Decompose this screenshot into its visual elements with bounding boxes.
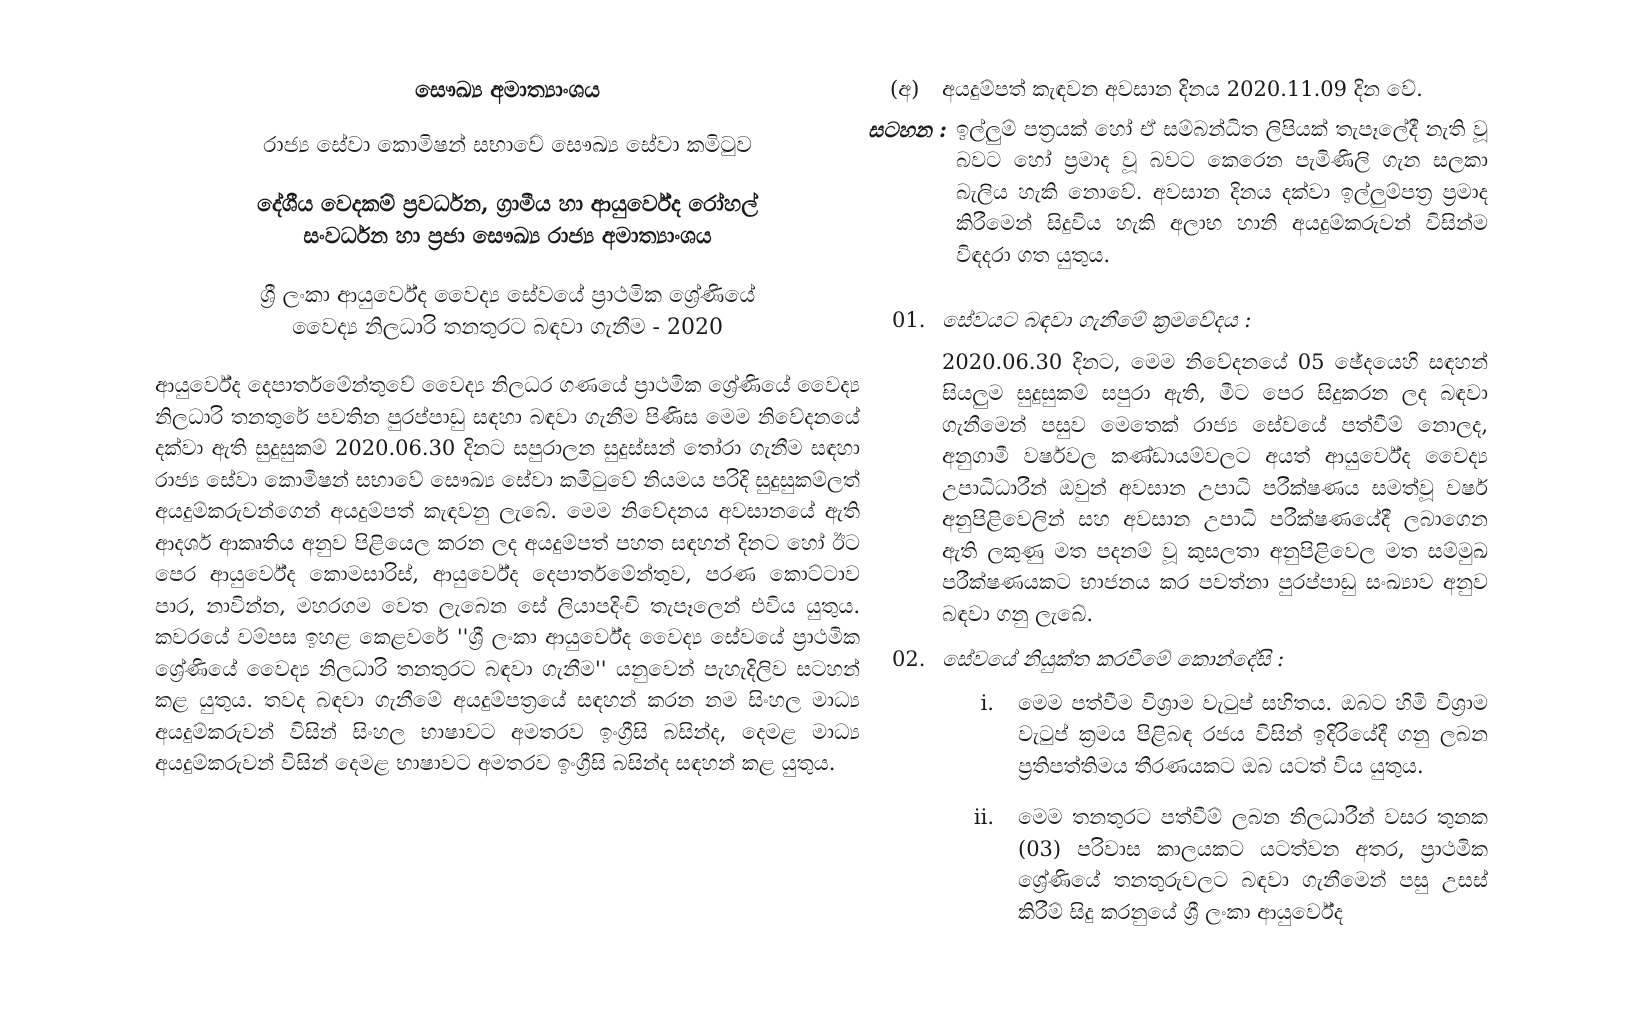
note-label: සටහන : [868,116,947,142]
section-01-heading [868,305,1528,337]
recruitment-title-line1: ශ්‍රී ලංකා ආයුර්වේද වෛද්‍ය සේවයේ ප්‍රාථමික ශ්‍රේණියේ [259,283,756,308]
section-02-heading [868,644,1528,676]
section-01-title: සේවයට බඳවා ගැනීමේ ක්‍රමවේදය : [942,308,1252,332]
note-block [868,114,1528,272]
item-i-text: මෙම පත්වීම විශ්‍රාම වැටුප් සහිතය. ඔබට හිමි විශ්‍රාම වැටුප් ක්‍රමය පිළිබඳ රජය විසින් ඉදිරියේදී ගනු ලබන ප්‍රතිපත්තිමය තීරණයකට ඔබ යටත් විය යුතුය. [1018,690,1488,778]
right-column [868,70,1528,928]
recruitment-title [155,280,860,344]
section-02-number: 02. [892,647,926,671]
item-ii-text: මෙම තනතුරට පත්වීම් ලබන නිලධාරීන් වසර තුනක (03) පරිවාස කාලයකට යටත්වන අතර, ප්‍රාථමික ශ්‍රේණියේ තනතුරුවලට බඳවා ගැනීමෙන් පසු උසස් කිරීම් සිදු කරනුයේ ශ්‍රී ලංකා ආයුර්වේද [1018,805,1488,924]
closing-date-item [868,74,1528,106]
intro-paragraph: ආයුර්වේද දෙපාර්තමේන්තුවේ වෛද්‍ය නිලධර ගණයේ ප්‍රාථමික ශ්‍රේණියේ වෛද්‍ය නිලධාරි තනතුරේ පවතින පුරප්පාඩු සඳහා බඳවා ගැනීම පිණිස මෙම නිවේදනයේ දක්වා ඇති සුදුසුකම් 2020.06.30 දිනට සපුරාලන සුදුස්සන් තෝරා ගැනීම සඳහා රාජ්‍ය සේවා කොමිෂන් සභාවේ සෞඛ්‍ය සේවා කමිටුවේ නියමය පරිදි සුදුසුකම්ලත් අයදුම්කරුවන්ගෙන් අයදුම්පත් කැඳවනු ලැබේ. මෙම නිවේදනය අවසානයේ ඇති ආදර්ශ ආකෘතිය අනුව පිළියෙල කරන ලද අයදුම්පත් පහත සඳහන් දිනට හෝ ඊට පෙර ආයුර්වේද කොමසාරිස්, ආයුර්වේද දෙපාර්තමේන්තුව, පරණ කොට්ටාව පාර, නාවින්න, මහරගම වෙත ලැබෙන සේ ලියාපදිංචි තැපෑලෙන් එවිය යුතුය. කවරයේ වම්පස ඉහළ කෙළවරේ ''ශ්‍රී ලංකා ආයුර්වේද වෛද්‍ය සේවයේ ප්‍රාථමික ශ්‍රේණියේ වෛද්‍ය නිලධාරි තනතුරට බඳවා ගැනීම'' යනුවෙන් පැහැදිලිව සටහන් කළ යුතුය. තවද බඳවා ගැනීමේ අයදුම්පත්‍රයේ සඳහන් කරන නම සිංහල මාධ්‍ය අයදුම්කරුවන් විසින් සිංහල භාෂාවට අමතරව ඉංග්‍රීසි බසින්ද, දෙමළ මාධ්‍ය අයදුම්කරුවන් විසින් දෙමළ භාෂාවට අමතරව ඉංග්‍රීසි බසින්ද සඳහන් කළ යුතුය. [155,373,860,775]
item-i-number: i. [980,690,994,715]
recruitment-title-line2: වෛද්‍ය නිලධාරි තනතුරට බඳවා ගැනීම - 2020 [292,315,723,340]
section-02-item-ii [954,802,1488,928]
item-ii-number: ii. [973,805,994,829]
department-title-line2: සංවර්ධන හා ප්‍රජා සෞඛ්‍ය රාජ්‍ය අමාත්‍යාංශය [303,223,712,249]
department-title [155,188,860,252]
commission-title: රාජ්‍ය සේවා කොමිෂන් සභාවේ සෞඛ්‍ය සේවා කමිටුව [263,133,752,158]
section-01-body: 2020.06.30 දිනට, මෙම නිවේදනයේ 05 ඡේදයෙහි සඳහන් සියලුම සුදුසුකම් සපුරා ඇති, මීට පෙර සිදුකරන ලද බඳවා ගැනීමෙන් පසුව මෙතෙක් රාජ්‍ය සේවයේ පත්වීම් නොලද, අනුගාමී වර්ෂවල කණ්ඩායම්වලට අයත් ආයුර්වේද වෛද්‍ය උපාධිධාරීන් ඔවුන් අවසාන උපාධි පරීක්ෂණය සමත්වූ වර්ෂ අනුපිළිවෙලින් සහ අවසාන උපාධි පරීක්ෂණයේදී ලබාගෙන ඇති ලකුණු මත පදනම් වූ කුසලතා අනුපිළිවෙල මත සම්මුඛ පරීක්ෂණයකට භාජනය කර පවත්නා පුරප්පාඩු සංඛ්‍යාව අනුව බඳවා ගනු ලැබේ. [942,349,1488,626]
department-title-line1: දේශීය වෙදකම් ප්‍රවර්ධන, ග්‍රාමීය හා ආයුර්වේද රෝහල් [256,191,759,217]
section-02-title: සේවයේ නියුක්ත කරවීමේ කොන්දේසි : [942,647,1285,671]
item-a-marker: (අ) [890,77,920,101]
left-column [155,70,860,801]
closing-date-text: අයදුම්පත් කැඳවන අවසාන දිනය 2020.11.09 දින වේ. [942,77,1423,101]
section-02 [868,644,1528,928]
section-01 [868,305,1528,630]
note-text: ඉල්ලුම් පත්‍රයක් හෝ ඒ සම්බන්ධිත ලිපියක් තැපෑලේදී නැති වූ බවට හෝ ප්‍රමාද වූ බවට කෙරෙන පැමිණිලි ගැන සලකා බැලිය හැකි නොවේ. අවසාන දිනය දක්වා ඉල්ලුම්පත්‍ර ප්‍රමාද කිරීමෙන් සිදුවිය හැකි අලාභ හානි අයදුම්කරුවන් විසින්ම විඳදරා ගත යුතුය. [956,116,1488,267]
ministry-title: සෞඛ්‍ය අමාත්‍යාංශය [414,77,601,103]
section-01-number: 01. [892,308,926,332]
section-02-item-i [954,688,1488,783]
